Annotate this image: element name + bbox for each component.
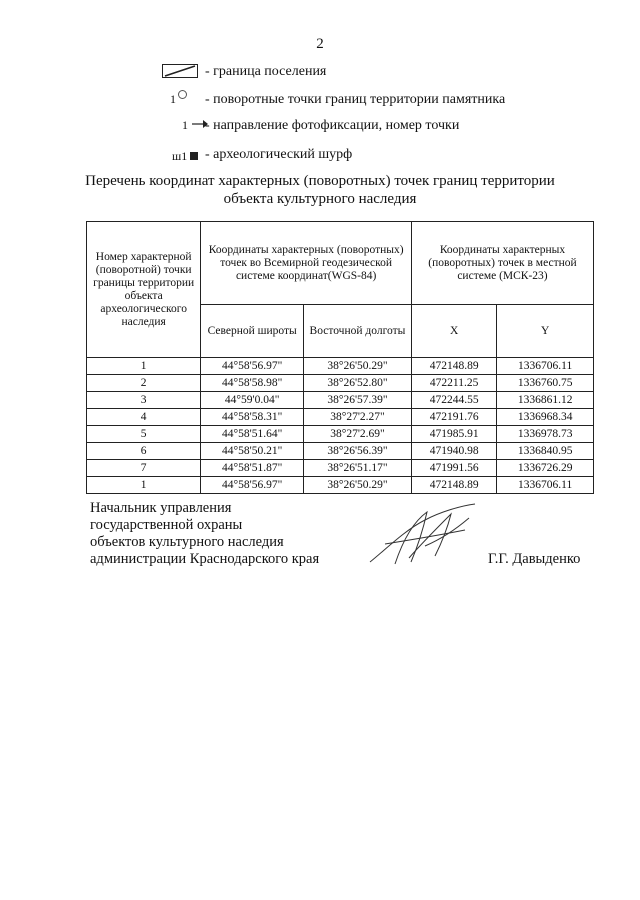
longitude-cell: 38°26'51.17" [303,460,411,477]
table-row [87,375,594,392]
latitude-cell: 44°58'58.31" [201,409,304,426]
legend-boundary-text: - граница поселения [205,64,327,79]
table-row [87,392,594,409]
position-line-4: администрации Краснодарского края [90,551,320,567]
x-cell: 472211.25 [411,375,496,392]
longitude-cell: 38°26'52.80" [303,375,411,392]
direction-arrow-icon: 1 [182,118,209,133]
point-number-cell: 1 [87,358,201,375]
heading-line-1: Перечень координат характерных (поворотных) точек границ территории [85,173,555,189]
longitude-cell: 38°26'57.39" [303,392,411,409]
point-number-cell: 5 [87,426,201,443]
y-cell: 1336840.95 [497,443,594,460]
position-line-2: государственной охраны [90,517,243,533]
x-cell: 472191.76 [411,409,496,426]
latitude-cell: 44°58'56.97" [201,358,304,375]
header-latitude: Северной широты [201,305,304,358]
y-cell: 1336978.73 [497,426,594,443]
position-line-3: объектов культурного наследия [90,534,284,550]
document-heading [0,172,640,208]
y-cell: 1336968.34 [497,409,594,426]
x-cell: 472244.55 [411,392,496,409]
y-cell: 1336706.11 [497,477,594,494]
x-cell: 471940.98 [411,443,496,460]
legend-turning-text: - поворотные точки границ территории памятника [205,92,506,107]
header-point-number: Номер характерной (поворотной) точки границы территории объекта археологического наследия [87,222,201,358]
y-cell: 1336861.12 [497,392,594,409]
table-row [87,477,594,494]
heading-line-2: объекта культурного наследия [223,191,417,207]
latitude-cell: 44°58'51.87" [201,460,304,477]
longitude-cell: 38°26'56.39" [303,443,411,460]
header-longitude: Восточной долготы [303,305,411,358]
table-row [87,443,594,460]
latitude-cell: 44°59'0.04" [201,392,304,409]
y-cell: 1336726.29 [497,460,594,477]
latitude-cell: 44°58'51.64" [201,426,304,443]
longitude-cell: 38°27'2.27" [303,409,411,426]
position-line-1: Начальник управления [90,500,232,516]
page-number: 2 [316,36,324,52]
header-x: X [411,305,496,358]
y-cell: 1336760.75 [497,375,594,392]
header-msk23: Координаты характерных (поворотных) точек в местной системе (МСК-23) [411,222,593,305]
table-row [87,409,594,426]
longitude-cell: 38°26'50.29" [303,477,411,494]
latitude-cell: 44°58'56.97" [201,477,304,494]
coordinates-table [86,221,594,494]
x-cell: 471991.56 [411,460,496,477]
handwritten-signature [365,500,485,575]
legend-direction-text: - направление фотофиксации, номер точки [205,118,460,133]
table-row [87,460,594,477]
x-cell: 471985.91 [411,426,496,443]
point-number-cell: 2 [87,375,201,392]
x-cell: 472148.89 [411,358,496,375]
point-number-cell: 1 [87,477,201,494]
signature-block [90,500,319,568]
table-row [87,426,594,443]
legend-shurf-text: - археологический шурф [205,147,353,162]
boundary-line-icon [162,64,198,78]
longitude-cell: 38°26'50.29" [303,358,411,375]
longitude-cell: 38°27'2.69" [303,426,411,443]
y-cell: 1336706.11 [497,358,594,375]
x-cell: 472148.89 [411,477,496,494]
point-number-cell: 7 [87,460,201,477]
signer-name: Г.Г. Давыденко [488,551,581,567]
latitude-cell: 44°58'50.21" [201,443,304,460]
table-row [87,358,594,375]
shurf-icon: ш1 [172,149,198,164]
point-number-cell: 4 [87,409,201,426]
header-y: Y [497,305,594,358]
point-number-cell: 3 [87,392,201,409]
latitude-cell: 44°58'58.98" [201,375,304,392]
turning-point-icon: 1 [170,90,187,107]
point-number-cell: 6 [87,443,201,460]
header-wgs84: Координаты характерных (поворотных) точек во Всемирной геодезической системе координат(WGS-84) [201,222,412,305]
